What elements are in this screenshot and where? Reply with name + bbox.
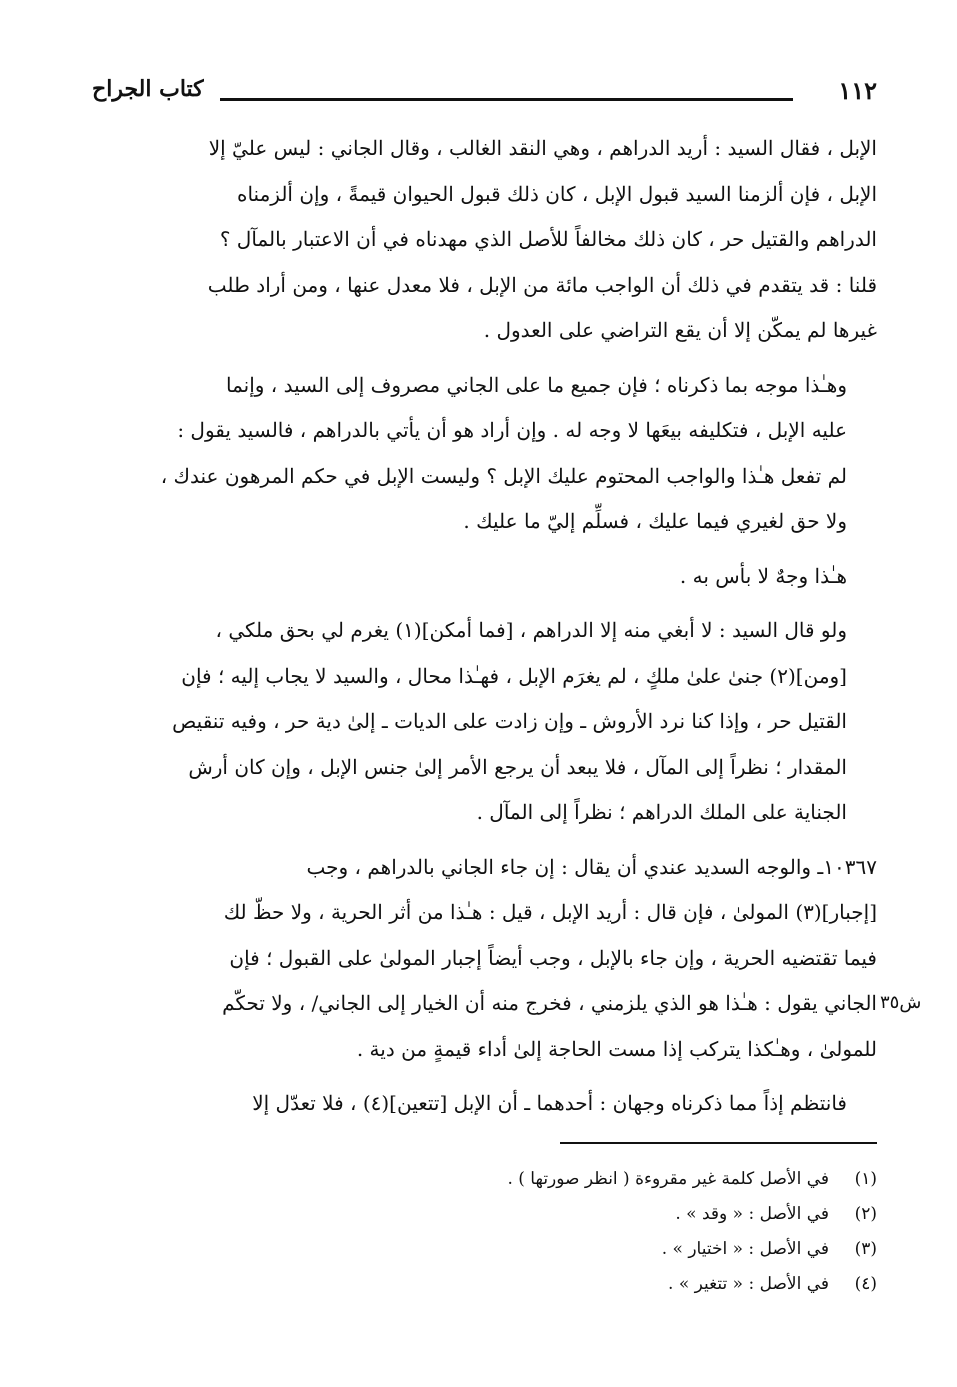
text-line: ١٠٣٦٧ـ والوجه السديد عندي أن يقال : إن جاء الجاني بالدراهم ، وجب: [306, 854, 877, 879]
footnote-text: في الأصل : « اختيار » .: [661, 1239, 829, 1259]
footnote-number: (٤): [854, 1274, 877, 1294]
text-line: هـٰذا وجهٌ لا بأس به .: [679, 563, 847, 588]
text-line: وهـٰذا موجه بما ذكرناه ؛ فإن جميع ما على الجاني مصروف إلى السيد ، وإنما: [225, 372, 847, 397]
footnote-item: [92, 1232, 877, 1267]
footnote-text: في الأصل كلمة غير مقروءة ( انظر صورتها ) .: [507, 1169, 829, 1189]
book-title: كتاب الجراح: [92, 76, 204, 102]
body-text: [92, 126, 877, 1136]
paragraph-2: [92, 363, 877, 545]
margin-note: ش٣٥: [880, 992, 922, 1013]
text-line: الإبل ، فقال السيد : أريد الدراهم ، وهي النقد الغالب ، وقال الجاني : ليس عليّ إلا: [208, 136, 877, 160]
footnote-text: في الأصل : « وقد » .: [675, 1204, 829, 1224]
text-line: الدراهم والقتيل حر ، كان ذلك مخالفاً للأصل الذي مهدناه في أن الاعتبار بالمآل ؟: [219, 227, 877, 251]
text-line: الجناية على الملك الدراهم ؛ نظراً إلى المآل .: [476, 800, 847, 824]
footnotes: [92, 1162, 877, 1302]
text-line: المقدار ؛ نظراً إلى المآل ، فلا يبعد أن يرجع الأمر إلىٰ جنس الإبل ، وإن كان أرش: [188, 754, 847, 779]
footnote-number: (٣): [854, 1239, 877, 1259]
paragraph-3: [92, 554, 877, 600]
footnote-rule: [560, 1142, 877, 1144]
text-line: فانتظم إذاً مما ذكرناه وجهان : أحدهما ـ أن الإبل [تتعين](٤) ، فلا تعدّل إلا: [252, 1091, 847, 1115]
page-header: [92, 76, 877, 116]
text-line: الإبل ، فإن ألزمنا السيد قبول الإبل ، كان ذلك قبول الحيوان قيمةً ، وإن ألزمناه: [236, 181, 877, 206]
footnote-number: (٢): [854, 1204, 877, 1224]
text-line: الجاني يقول : هـٰذا هو الذي يلزمني ، فخرج منه أن الخيار إلى الجاني/ ، ولا تحكّم: [222, 991, 877, 1015]
text-line: لم تفعل هـٰذا والواجب المحتوم عليك الإبل ؟ وليست الإبل في حكم المرهون عندك ،: [160, 463, 847, 488]
paragraph-6: [92, 1081, 877, 1127]
paragraph-4: [92, 608, 877, 836]
text-line: غيرها لم يمكّن إلا أن يقع التراضي على العدول .: [483, 318, 877, 342]
footnote-item: [92, 1162, 877, 1197]
text-line: فيما تقتضيه الحرية ، وإن جاء بالإبل ، وجب أيضاً إجبار المولىٰ على القبول ؛ فإن: [229, 945, 877, 970]
header-rule: [220, 98, 793, 101]
footnote-item: [92, 1267, 877, 1302]
text-line: للمولىٰ ، وهـٰكذا يتركب إذا مست الحاجة إلىٰ أداء قيمةٍ من دية .: [356, 1036, 877, 1061]
footnote-item: [92, 1197, 877, 1232]
text-line: ولو قال السيد : لا أبغي منه إلا الدراهم ، [فما أمكن](١) يغرم لي بحق ملكي ،: [215, 618, 847, 642]
page-number: ١١٢: [838, 76, 877, 105]
text-line: [ومن](٢) جنىٰ علىٰ ملكٍ ، لم يغرَم الإبل ، فهـٰذا محال ، والسيد لا يجاب إليه ؛ فإن: [181, 663, 847, 688]
text-line: القتيل حر ، وإذا كنا نرد الأروش ـ وإن زادت على الديات ـ إلىٰ دية حر ، وفيه تنقيص: [172, 709, 847, 733]
footnote-text: في الأصل : « تتغير » .: [668, 1274, 829, 1294]
text-line: عليه الإبل ، فتكليفه بيعَها لا وجه له . وإن أراد هو أن يأتي بالدراهم ، فالسيد يقول :: [177, 418, 847, 442]
paragraph-5: [92, 845, 877, 1073]
text-line: [إجبار](٣) المولىٰ ، فإن قال : أريد الإبل ، قيل : هـٰذا من أثر الحرية ، ولا حظّ لك: [223, 900, 877, 924]
text-line: قلنا : قد يتقدم في ذلك أن الواجب مائة من الإبل ، فلا معدل عنها ، ومن أراد طلب: [207, 272, 877, 297]
footnote-number: (١): [854, 1169, 877, 1189]
text-line: ولا حق لغيري فيما عليك ، فسلِّم إليّ ما عليك .: [463, 509, 847, 533]
paragraph-1: [92, 126, 877, 354]
